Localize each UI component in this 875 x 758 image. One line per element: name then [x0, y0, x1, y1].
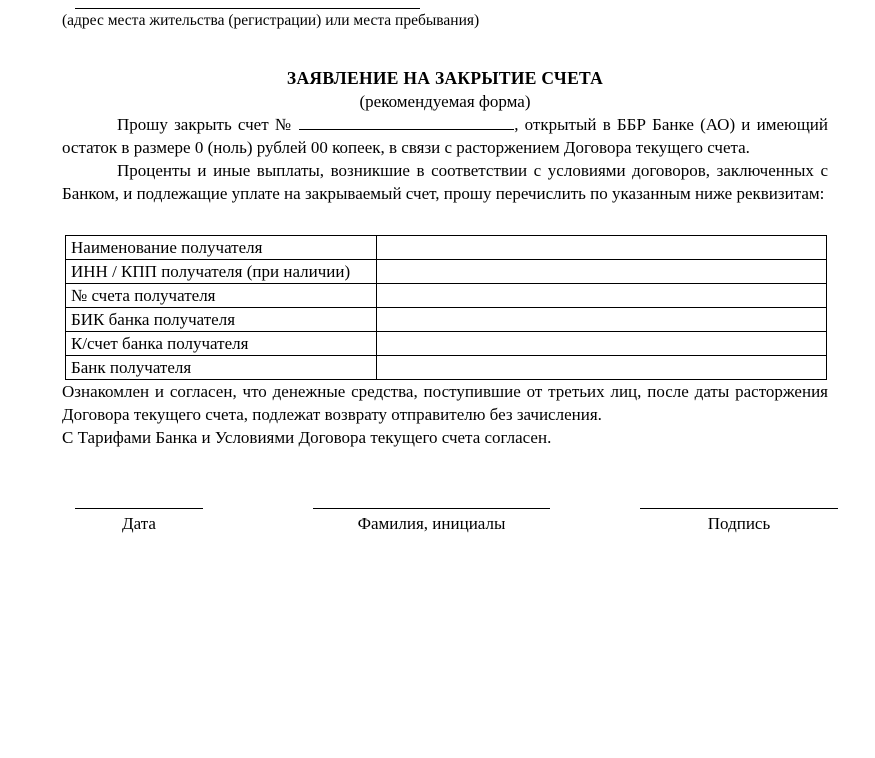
- requisite-label: К/счет банка получателя: [66, 332, 377, 356]
- paragraph-third-party-funds: Ознакомлен и согласен, что денежные средства, поступившие от третьих лиц, после даты расторжения Договора текущего счета, подлежат возврату отправителю без зачисления.: [62, 382, 828, 424]
- requisite-label: Банк получателя: [66, 356, 377, 380]
- table-row: [66, 308, 827, 332]
- requisite-value-cell[interactable]: [377, 236, 827, 260]
- table-row: [66, 356, 827, 380]
- requisite-value-cell[interactable]: [377, 356, 827, 380]
- document-page: [0, 8, 875, 758]
- requisite-value-cell[interactable]: [377, 308, 827, 332]
- signature-label-date: Дата: [122, 514, 156, 533]
- account-number-blank[interactable]: [299, 115, 514, 130]
- paragraph-close-request-suffix: , открытый в ББР Банке (АО) и имеющий остаток в размере 0 (ноль) рублей 00 копеек, в связи с расторжением Договора текущего счета.: [62, 115, 828, 157]
- requisite-value-cell[interactable]: [377, 260, 827, 284]
- signature-block-sign[interactable]: [640, 508, 838, 535]
- requisite-label: Наименование получателя: [66, 236, 377, 260]
- signature-label-sign: Подпись: [707, 514, 771, 533]
- document-title: ЗАЯВЛЕНИЕ НА ЗАКРЫТИЕ СЧЕТА: [286, 68, 604, 88]
- paragraph-close-request-prefix: Прошу закрыть счет №: [117, 115, 300, 134]
- signature-label-name: Фамилия, инициалы: [357, 514, 506, 533]
- requisite-label: № счета получателя: [66, 284, 377, 308]
- address-fill-line[interactable]: [75, 8, 420, 9]
- requisite-value-cell[interactable]: [377, 332, 827, 356]
- signature-section: [62, 508, 828, 563]
- paragraph-interest-payments: Проценты и иные выплаты, возникшие в соответствии с условиями договоров, заключенных с Банком, и подлежащие уплате на закрываемый счет, прошу перечислить по указанным ниже реквизитам:: [62, 161, 828, 203]
- address-caption: (адрес места жительства (регистрации) или места пребывания): [62, 12, 480, 29]
- table-row: [66, 332, 827, 356]
- signature-block-date[interactable]: [75, 508, 203, 535]
- requisite-label: ИНН / КПП получателя (при наличии): [66, 260, 377, 284]
- table-row: [66, 284, 827, 308]
- requisites-table: [65, 235, 827, 380]
- table-row: [66, 236, 827, 260]
- document-subtitle: (рекомендуемая форма): [359, 92, 531, 111]
- table-row: [66, 260, 827, 284]
- requisite-value-cell[interactable]: [377, 284, 827, 308]
- signature-block-name[interactable]: [313, 508, 550, 535]
- requisite-label: БИК банка получателя: [66, 308, 377, 332]
- paragraph-tariffs-agreement: С Тарифами Банка и Условиями Договора текущего счета согласен.: [62, 428, 552, 447]
- paragraph-close-request: [62, 113, 828, 159]
